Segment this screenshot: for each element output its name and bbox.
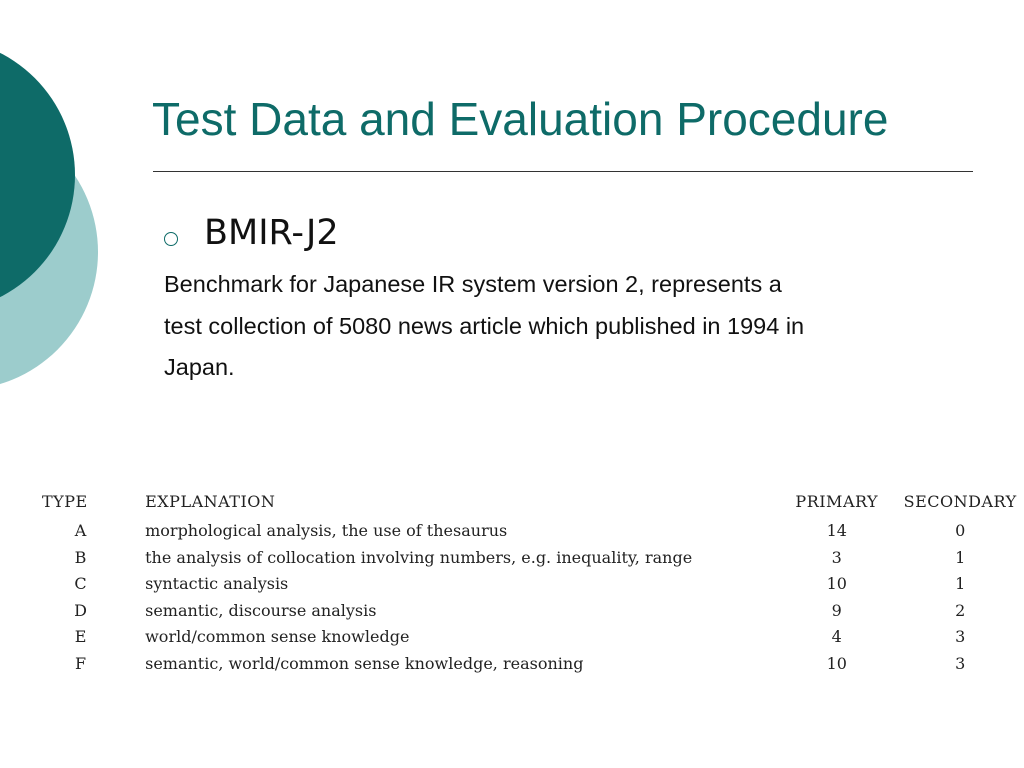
cell-explanation: syntactic analysis: [145, 574, 289, 593]
cell-secondary: 3: [955, 653, 966, 673]
header-primary: PRIMARY: [795, 492, 879, 511]
cell-explanation: semantic, world/common sense knowledge, reasoning: [145, 653, 584, 673]
table-header-row: [36, 488, 1024, 520]
decorative-circles: [0, 0, 110, 420]
description-paragraph: [164, 264, 964, 389]
cell-secondary: 0: [955, 521, 966, 540]
query-type-table: [36, 488, 1024, 679]
cell-type: E: [74, 627, 87, 646]
cell-type: C: [74, 574, 87, 593]
cell-primary: 9: [831, 600, 842, 620]
cell-secondary: 3: [955, 627, 966, 646]
paragraph-line: Japan.: [164, 354, 235, 380]
table-row: [36, 600, 1024, 627]
cell-primary: 14: [826, 521, 847, 540]
cell-secondary: 2: [955, 600, 966, 620]
table-row: [36, 626, 1024, 653]
cell-explanation: morphological analysis, the use of thesaurus: [145, 521, 508, 540]
table-row: [36, 547, 1024, 574]
cell-type: B: [74, 547, 87, 567]
cell-type: F: [75, 653, 87, 673]
table-row: [36, 653, 1024, 680]
ring-bullet-icon: [164, 232, 178, 246]
header-explanation: EXPLANATION: [145, 492, 276, 511]
header-type: TYPE: [42, 492, 88, 511]
cell-explanation: semantic, discourse analysis: [145, 600, 377, 620]
cell-type: A: [74, 521, 87, 540]
slide-title: Test Data and Evaluation Procedure: [152, 93, 889, 145]
cell-secondary: 1: [955, 547, 966, 567]
cell-primary: 3: [831, 547, 842, 567]
paragraph-line: test collection of 5080 news article which published in 1994 in: [164, 312, 805, 339]
cell-primary: 4: [831, 627, 842, 646]
cell-secondary: 1: [955, 574, 966, 593]
paragraph-line: Benchmark for Japanese IR system version 2, represents a: [164, 271, 782, 297]
bullet-label: BMIR-J2: [204, 213, 339, 253]
cell-primary: 10: [826, 574, 847, 593]
cell-explanation: the analysis of collocation involving numbers, e.g. inequality, range: [145, 547, 693, 567]
table-row: [36, 573, 1024, 600]
cell-type: D: [74, 600, 87, 620]
header-secondary: SECONDARY: [903, 492, 1017, 511]
title-divider: [153, 171, 973, 172]
table-row: [36, 520, 1024, 547]
cell-explanation: world/common sense knowledge: [145, 627, 410, 646]
cell-primary: 10: [826, 653, 847, 673]
